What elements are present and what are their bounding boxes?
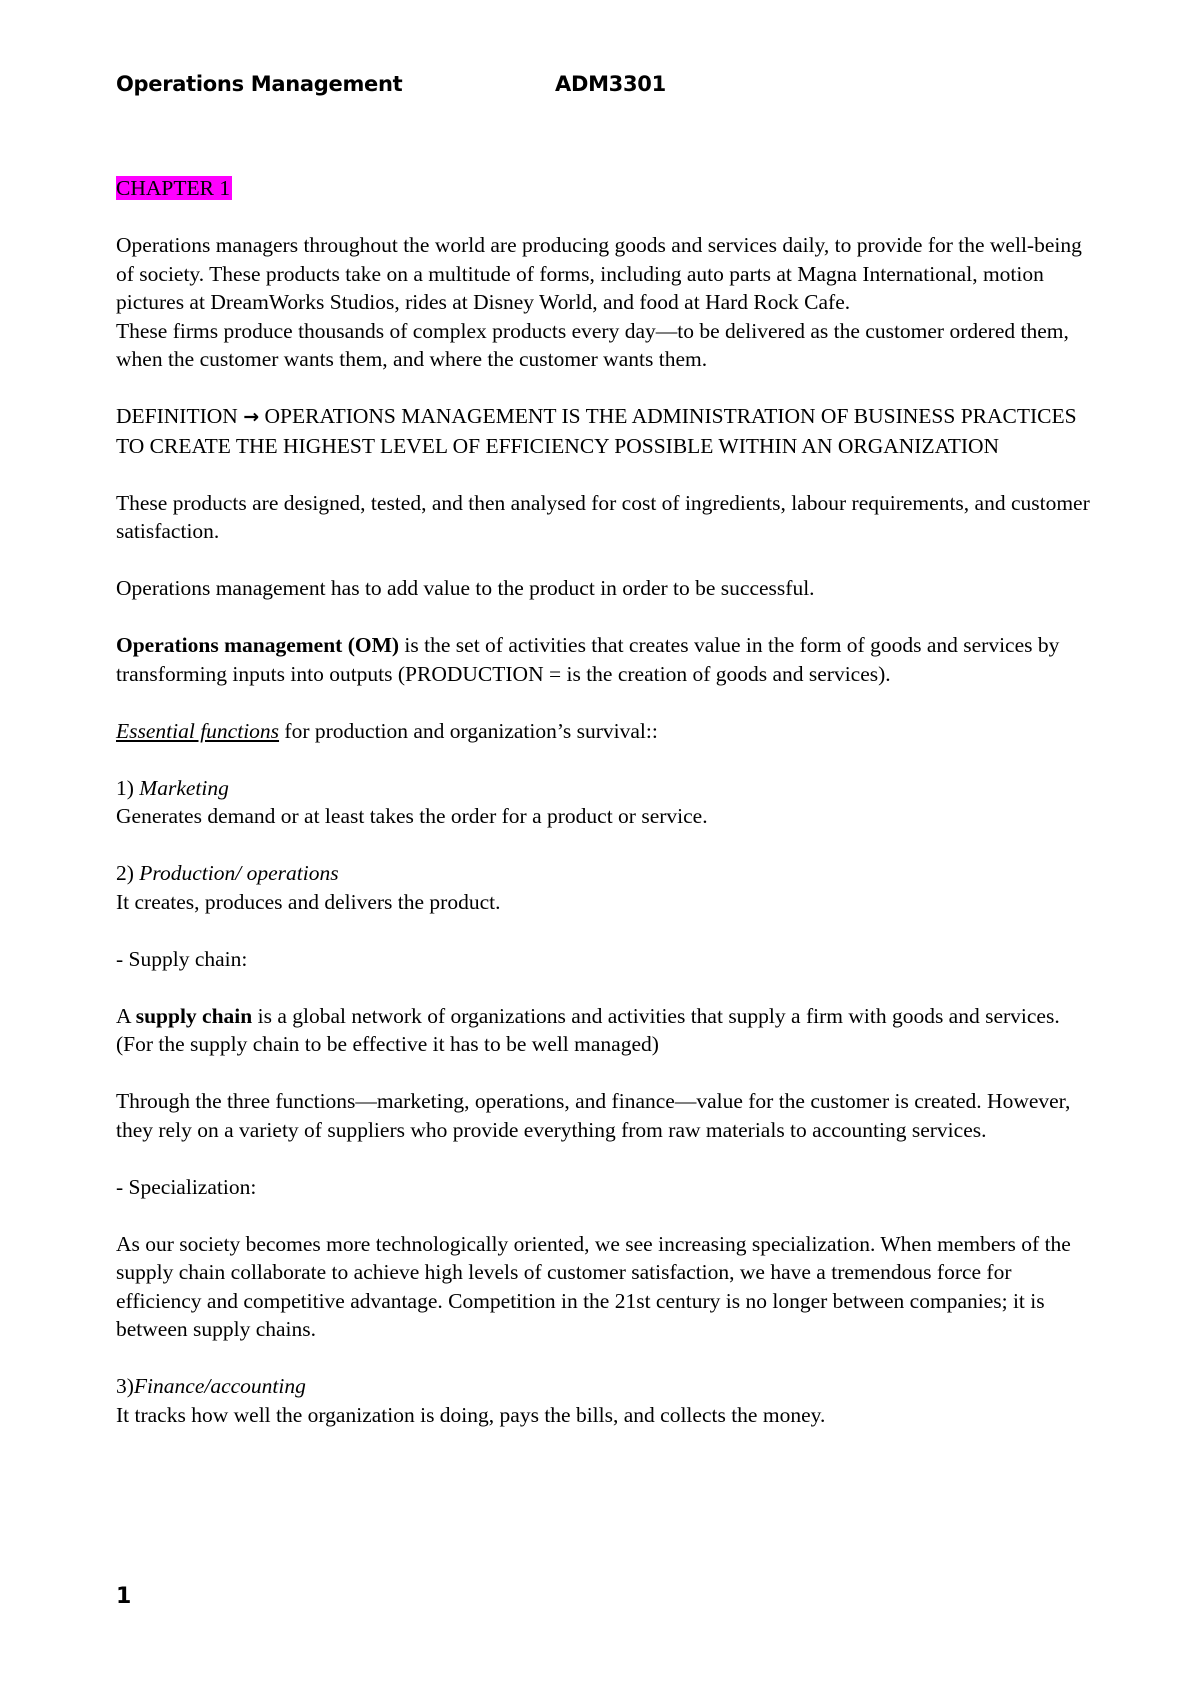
supply-chain-heading: - Supply chain:	[116, 946, 248, 971]
value-paragraph: Operations management has to add value to the product in order to be successful.	[116, 576, 815, 600]
definition-text: OPERATIONS MANAGEMENT IS THE ADMINISTRATION OF BUSINESS PRACTICES TO CREATE THE HIGHEST LEVEL OF EFFICIENCY POSSIBLE WITHIN AN ORGANIZATION	[116, 404, 1077, 458]
supply-chain-text: is a global network of organizations and activities that supply a firm with goods and services. (For the supply chain to be effective it has to be well managed)	[116, 1003, 1060, 1056]
function-name: Marketing	[139, 775, 229, 800]
specialization-heading: - Specialization:	[116, 1174, 257, 1199]
document-title: Operations Management	[116, 72, 403, 96]
page-number: 1	[116, 1584, 132, 1609]
om-term: Operations management (OM)	[116, 633, 400, 657]
chapter-highlight: CHAPTER 1	[116, 176, 231, 200]
essential-functions-text: for production and organization’s survival::	[279, 718, 658, 743]
function-description-finance: It tracks how well the organization is doing, pays the bills, and collects the money.	[116, 1402, 826, 1427]
definition-label: DEFINITION	[116, 404, 238, 428]
essential-functions-term: Essential functions	[116, 718, 280, 743]
intro-paragraph-2: These firms produce thousands of complex products every day—to be delivered as the customer ordered them, when the customer wants them, and where the customer wants them.	[116, 318, 1069, 371]
supply-chain-prefix: A	[116, 1003, 136, 1028]
chapter-heading	[116, 174, 1091, 203]
definition-paragraph	[116, 402, 1091, 460]
function-number: 3)	[116, 1374, 134, 1398]
intro-paragraph-1: Operations managers throughout the world are producing goods and services daily, to provide for the well-being of society. These products take on a multitude of forms, including auto parts at Magna International, motion pictures at DreamWorks Studios, rides at Disney World, and food at Hard Rock Cafe.	[116, 233, 1082, 314]
function-heading-marketing	[116, 774, 1091, 803]
three-functions-paragraph: Through the three functions—marketing, operations, and finance—value for the customer is created. However, they rely on a variety of suppliers who provide everything from raw materials to accounting services.	[116, 1089, 1071, 1142]
function-name: Finance/accounting	[133, 1374, 306, 1398]
function-name: Production/ operations	[139, 861, 339, 885]
function-heading-production	[116, 859, 1091, 888]
products-paragraph: These products are designed, tested, and then analysed for cost of ingredients, labour requirements, and customer satisfaction.	[116, 490, 1090, 543]
supply-chain-term: supply chain	[135, 1003, 253, 1028]
supply-chain-paragraph	[116, 1002, 1091, 1059]
arrow-right-icon: →	[243, 406, 260, 428]
document-body	[116, 174, 1091, 1429]
function-number: 2)	[116, 861, 140, 885]
essential-functions-paragraph	[116, 717, 1091, 746]
om-paragraph	[116, 631, 1091, 688]
function-description-production: It creates, produces and delivers the product.	[116, 889, 501, 914]
function-description-marketing: Generates demand or at least takes the order for a product or service.	[116, 804, 708, 828]
function-heading-finance	[116, 1372, 1091, 1401]
function-number: 1)	[116, 775, 140, 800]
specialization-paragraph: As our society becomes more technologically oriented, we see increasing specialization. When members of the supply chain collaborate to achieve high levels of customer satisfaction, we have a tremendous force for efficiency and competitive advantage. Competition in the 21st century is no longer between companies; it is between supply chains.	[116, 1231, 1071, 1341]
course-code: ADM3301	[555, 72, 666, 96]
om-text: is the set of activities that creates value in the form of goods and services by transforming inputs into outputs (PRODUCTION = is the creation of goods and services).	[116, 633, 1060, 686]
